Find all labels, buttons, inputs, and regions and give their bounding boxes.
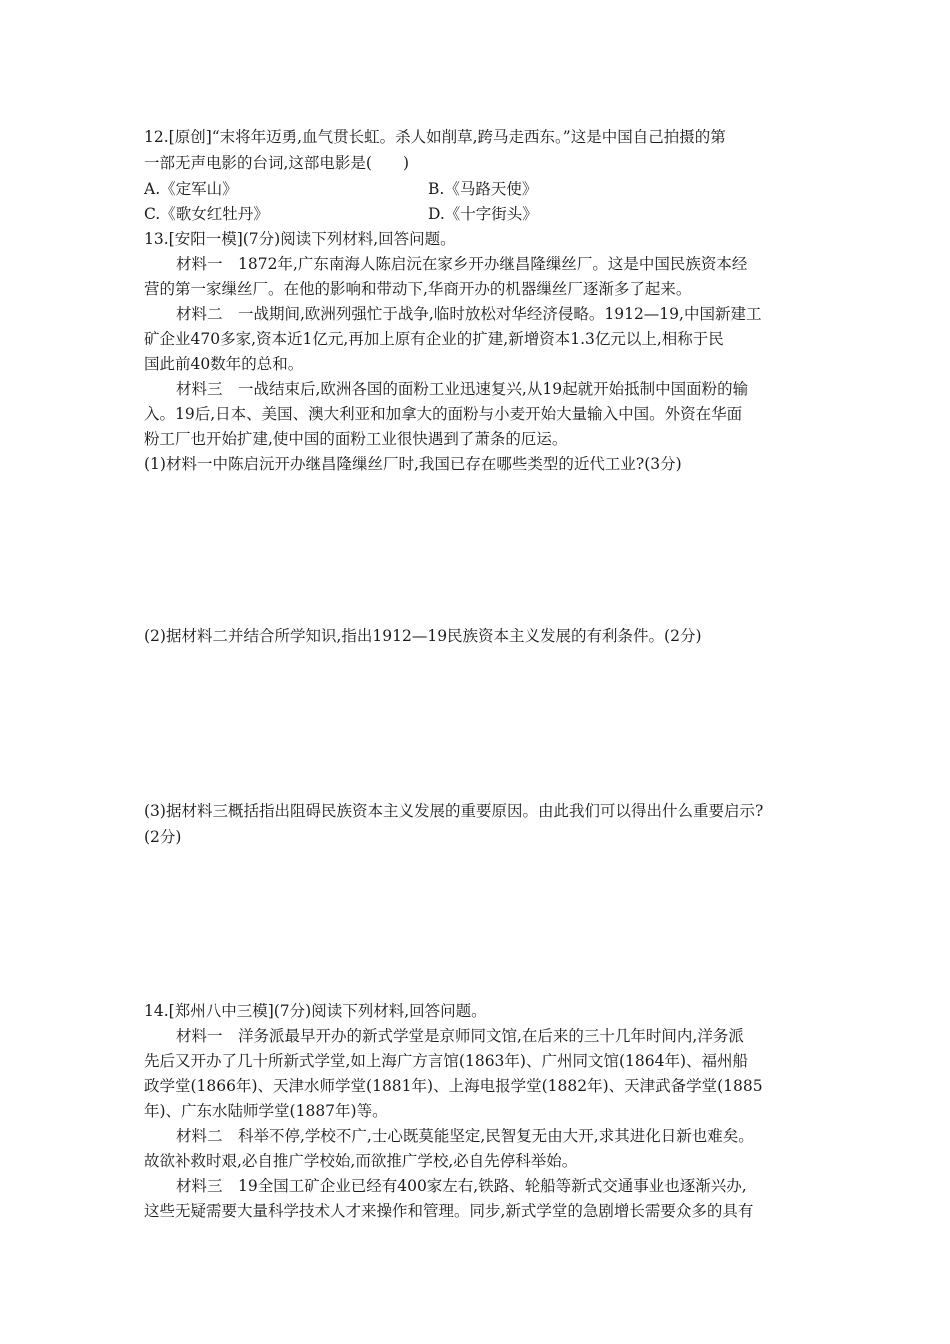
q13-material-1-line-2: 营的第一家缫丝厂。在他的影响和带动下,华商开办的机器缫丝厂逐渐多了起来。 (144, 280, 692, 298)
q12-option-b: B.《马路天使》 (428, 180, 538, 198)
q14-material-1-line-1: 材料一 洋务派最早开办的新式学堂是京师同文馆,在后来的三十几年时间内,洋务派 (176, 1027, 744, 1045)
q12-line-1: 12.[原创]“末将年迈勇,血气贯长虹。杀人如削草,跨马走西东。”这是中国自己拍摄的第 (144, 128, 726, 146)
q13-subquestion-2: (2)据材料二并结合所学知识,指出1912—19民族资本主义发展的有利条件。(2分) (144, 627, 702, 645)
q14-material-1-line-2: 先后又开办了几十所新式学堂,如上海广方言馆(1863年)、广州同文馆(1864年)、福州船 (144, 1052, 749, 1070)
q13-material-3-line-2: 入。19后,日本、美国、澳大利亚和加拿大的面粉与小麦开始大量输入中国。外资在华面 (144, 405, 743, 423)
q13-subquestion-3-line-2: (2分) (144, 828, 182, 846)
q14-material-1-line-4: 年)、广东水陆师学堂(1887年)等。 (144, 1102, 388, 1120)
q14-material-3-line-1: 材料三 19全国工矿企业已经有400家左右,铁路、轮船等新式交通事业也逐渐兴办, (176, 1177, 747, 1195)
q14-material-3-line-2: 这些无疑需要大量科学技术人才来操作和管理。同步,新式学堂的急剧增长需要众多的具有 (144, 1202, 754, 1220)
q13-material-1-line-1: 材料一 1872年,广东南海人陈启沅在家乡开办继昌隆缫丝厂。这是中国民族资本经 (176, 255, 748, 273)
q12-option-d: D.《十字街头》 (428, 205, 538, 223)
q14-stem: 14.[郑州八中三模](7分)阅读下列材料,回答问题。 (144, 1002, 487, 1020)
q13-stem: 13.[安阳一模](7分)阅读下列材料,回答问题。 (144, 230, 456, 248)
q13-material-3-line-3: 粉工厂也开始扩建,使中国的面粉工业很快遇到了萧条的厄运。 (144, 430, 568, 448)
q13-subquestion-1: (1)材料一中陈启沅开办继昌隆缫丝厂时,我国已存在哪些类型的近代工业?(3分) (144, 455, 682, 473)
q13-material-2-line-3: 国此前40数年的总和。 (144, 355, 304, 373)
q12-option-a: A.《定军山》 (144, 180, 238, 198)
q13-material-3-line-1: 材料三 一战结束后,欧洲各国的面粉工业迅速复兴,从19起就开始抵制中国面粉的输 (176, 380, 749, 398)
q13-material-2-line-2: 矿企业470多家,资本近1亿元,再加上原有企业的扩建,新增资本1.3亿元以上,相称于民 (144, 330, 724, 348)
q12-option-c: C.《歌女红牡丹》 (144, 205, 269, 223)
q14-material-2-line-1: 材料二 科举不停,学校不广,士心既莫能坚定,民智复无由大开,求其进化日新也难矣。 (176, 1127, 754, 1145)
q12-line-2: 一部无声电影的台词,这部电影是( ) (144, 154, 410, 172)
q13-material-2-line-1: 材料二 一战期间,欧洲列强忙于战争,临时放松对华经济侵略。1912—19,中国新建工 (176, 305, 762, 323)
q14-material-1-line-3: 政学堂(1866年)、天津水师学堂(1881年)、上海电报学堂(1882年)、天津武备学堂(1885 (144, 1077, 763, 1095)
q14-material-2-line-2: 故欲补救时艰,必自推广学校始,而欲推广学校,必自先停科举始。 (144, 1152, 578, 1170)
q13-subquestion-3-line-1: (3)据材料三概括指出阻碍民族资本主义发展的重要原因。由此我们可以得出什么重要启示? (144, 802, 764, 820)
